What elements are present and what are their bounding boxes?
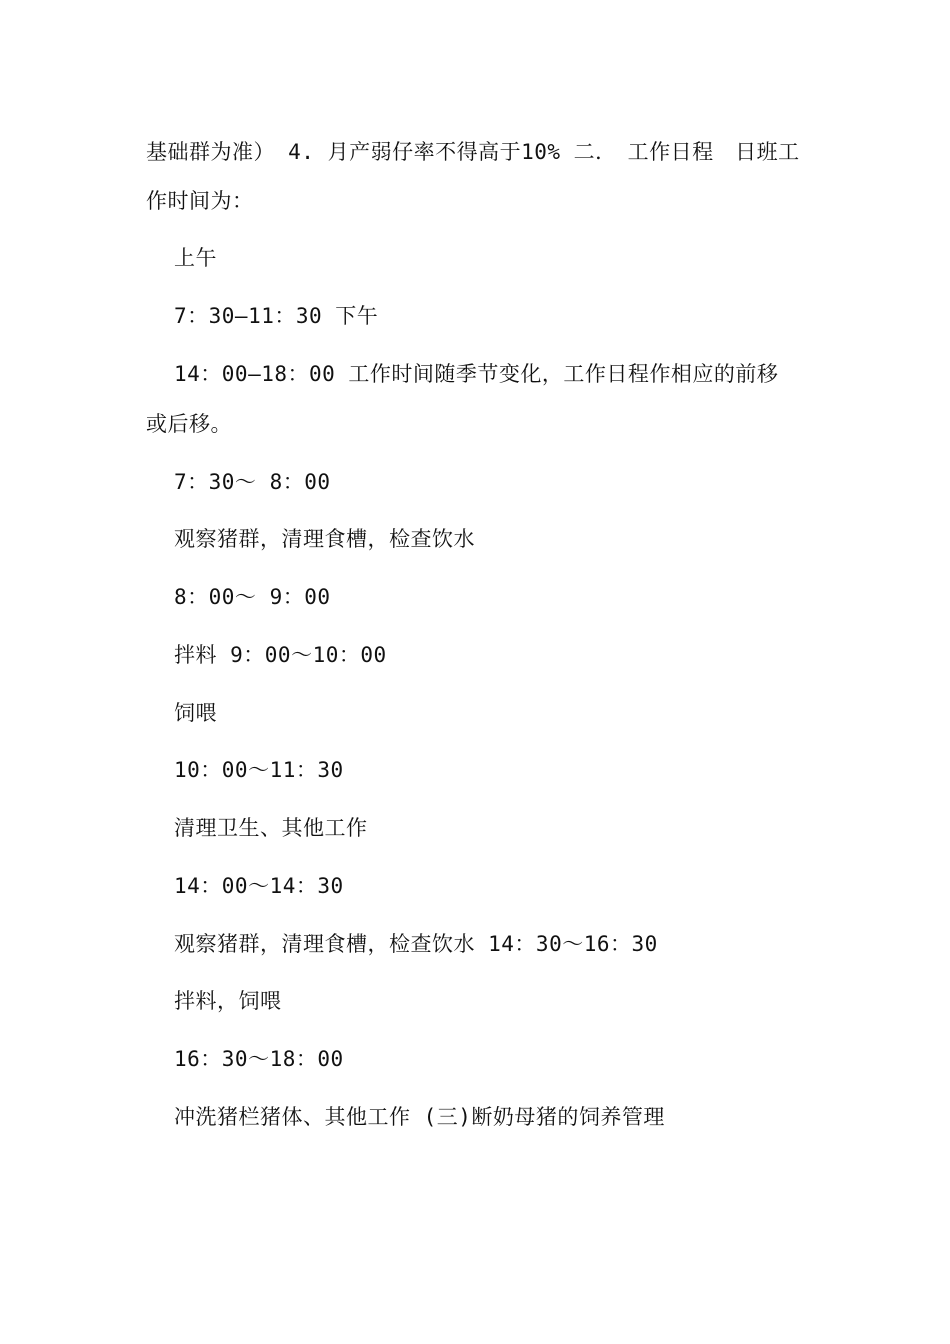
- text-line-08: 观察猪群，清理食槽，检查饮水: [174, 527, 475, 551]
- text-line-11: 饲喂: [174, 701, 217, 725]
- text-line-02: 作时间为：: [146, 189, 254, 213]
- text-line-10: 拌料 9：00～10：00: [174, 643, 387, 667]
- text-line-18: 冲洗猪栏猪体、其他工作 (三)断奶母猪的饲养管理: [174, 1105, 665, 1129]
- text-line-13: 清理卫生、其他工作: [174, 816, 368, 840]
- text-line-03: 上午: [174, 246, 217, 270]
- text-line-07: 7：30～ 8：00: [174, 470, 331, 494]
- text-line-16: 拌料，饲喂: [174, 989, 282, 1013]
- text-line-01: 基础群为准） 4. 月产弱仔率不得高于10% 二． 工作日程 日班工: [146, 140, 800, 164]
- text-line-17: 16：30～18：00: [174, 1047, 344, 1071]
- text-line-09: 8：00～ 9：00: [174, 585, 331, 609]
- text-line-04: 7：30—11：30 下午: [174, 304, 379, 328]
- text-line-14: 14：00～14：30: [174, 874, 344, 898]
- text-line-12: 10：00～11：30: [174, 758, 344, 782]
- text-line-05: 14：00—18：00 工作时间随季节变化，工作日程作相应的前移: [174, 362, 779, 386]
- text-line-06: 或后移。: [146, 412, 232, 436]
- text-line-15: 观察猪群，清理食槽，检查饮水 14：30～16：30: [174, 932, 658, 956]
